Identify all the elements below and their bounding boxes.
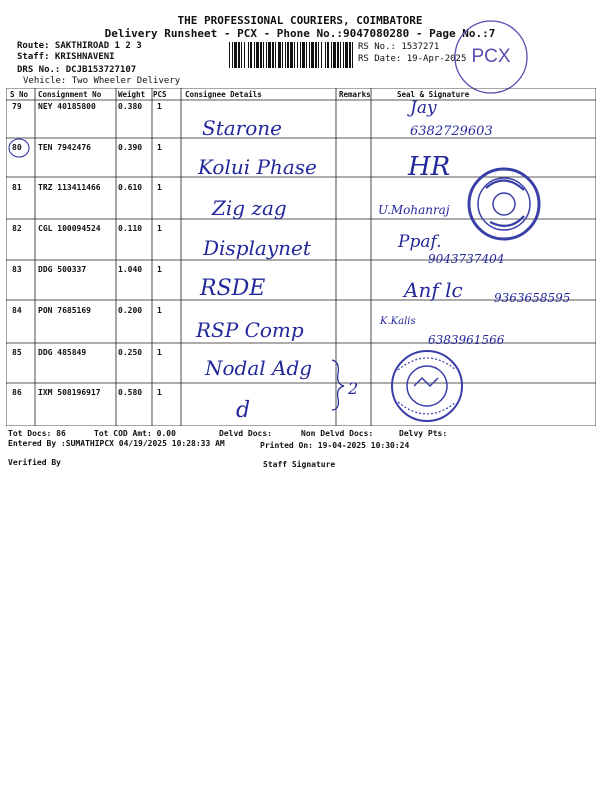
col-header-pcs: PCS bbox=[153, 90, 167, 99]
barcode-bar bbox=[250, 42, 252, 68]
barcode-bar bbox=[349, 42, 351, 68]
row-phone-handwriting: 9363658595 bbox=[494, 291, 571, 305]
row-consignee-handwriting: Zig zag bbox=[212, 196, 287, 220]
barcode-bar bbox=[282, 42, 283, 68]
vehicle-label: Vehicle: Two Wheeler Delivery bbox=[23, 76, 181, 86]
row-signature-handwriting: Anf lc bbox=[404, 278, 463, 302]
row-weight: 0.610 bbox=[118, 183, 143, 192]
barcode-bar bbox=[266, 42, 267, 68]
barcode-bar bbox=[241, 42, 242, 68]
row-pcs: 1 bbox=[157, 348, 162, 357]
row-consignee-handwriting: Kolui Phase bbox=[198, 155, 317, 179]
row-sno: 83 bbox=[12, 265, 22, 274]
staff-label: Staff: KRISHNAVENI bbox=[17, 52, 115, 62]
row-phone-handwriting: 6382729603 bbox=[410, 124, 493, 139]
barcode-bar bbox=[234, 42, 237, 68]
col-header-remarks: Remarks bbox=[339, 90, 371, 99]
row-consignment-no: TRZ 113411466 bbox=[38, 183, 101, 192]
barcode-bar bbox=[306, 42, 307, 68]
row-pcs: 1 bbox=[157, 143, 162, 152]
barcode-bar bbox=[229, 42, 230, 68]
staff-signature: Staff Signature bbox=[263, 460, 336, 469]
entered-by: Entered By :SUMATHIPCX 04/19/2025 10:28:33 AM bbox=[8, 439, 225, 448]
row-consignment-no: DDG 500337 bbox=[38, 265, 87, 274]
row-pcs: 1 bbox=[157, 183, 162, 192]
barcode-bar bbox=[285, 42, 286, 68]
row-signature-handwriting: Ppaf. bbox=[398, 232, 442, 252]
row-consignee-handwriting: Displaynet bbox=[203, 236, 311, 260]
row-signature-handwriting: K.Kalis bbox=[380, 316, 416, 327]
bank-round-stamp bbox=[384, 348, 470, 424]
runsheet-title: Delivery Runsheet - PCX - Phone No.:9047080280 - Page No.:7 bbox=[104, 27, 496, 40]
barcode-bar bbox=[287, 42, 289, 68]
barcode bbox=[229, 42, 353, 68]
row-consignment-no: TEN 7942476 bbox=[38, 143, 91, 152]
barcode-bar bbox=[238, 42, 240, 68]
barcode-bar bbox=[311, 42, 314, 68]
barcode-bar bbox=[345, 42, 348, 68]
barcode-bar bbox=[315, 42, 317, 68]
barcode-bar bbox=[248, 42, 249, 68]
row-pcs: 1 bbox=[157, 265, 162, 274]
row-weight: 1.040 bbox=[118, 265, 143, 274]
total-docs: Tot Docs: 86 bbox=[8, 429, 66, 438]
row-signature-handwriting: HR bbox=[408, 152, 451, 182]
delivered-docs: Delvd Docs: bbox=[219, 429, 272, 438]
barcode-bar bbox=[297, 42, 298, 68]
row-weight: 0.200 bbox=[118, 306, 143, 315]
barcode-bar bbox=[278, 42, 281, 68]
barcode-bar bbox=[352, 42, 353, 68]
non-delivered-docs: Non Delvd Docs: bbox=[301, 429, 374, 438]
verified-by: Verified By bbox=[8, 458, 61, 467]
barcode-bar bbox=[300, 42, 301, 68]
row-circle-mark bbox=[7, 137, 31, 159]
row-consignee-handwriting: d bbox=[236, 398, 251, 423]
printed-on: Printed On: 19-04-2025 10:30:24 bbox=[260, 441, 410, 450]
rs-date: RS Date: 19-Apr-2025 bbox=[358, 54, 467, 64]
barcode-bar bbox=[325, 42, 326, 68]
barcode-bar bbox=[318, 42, 319, 68]
route-label: Route: SAKTHIROAD 1 2 3 bbox=[17, 41, 142, 51]
row-consignment-no: CGL 100094524 bbox=[38, 224, 101, 233]
rs-number: RS No.: 1537271 bbox=[358, 42, 440, 52]
col-header-consignee: Consignee Details bbox=[185, 90, 262, 99]
pcx-circle-stamp bbox=[452, 18, 530, 96]
row-consignment-no: DDG 485849 bbox=[38, 348, 87, 357]
row-consignee-handwriting: RSP Comp bbox=[196, 318, 304, 342]
brace-number: 2 bbox=[348, 379, 359, 398]
row-signature-handwriting: Jay bbox=[410, 98, 437, 118]
col-header-sno: S No bbox=[10, 90, 29, 99]
row-pcs: 1 bbox=[157, 388, 162, 397]
delivery-points: Delvy Pts: bbox=[399, 429, 448, 438]
row-consignment-no: NEY 40185800 bbox=[38, 102, 96, 111]
row-consignment-no: IXM 508196917 bbox=[38, 388, 101, 397]
row-signature-handwriting: U.Mohanraj bbox=[378, 203, 450, 217]
barcode-bar bbox=[256, 42, 259, 68]
company-name: THE PROFESSIONAL COURIERS, COIMBATORE bbox=[177, 14, 423, 27]
col-header-consignment: Consignment No bbox=[38, 90, 102, 99]
barcode-bar bbox=[302, 42, 305, 68]
barcode-bar bbox=[309, 42, 310, 68]
col-header-weight: Weight bbox=[118, 90, 146, 99]
row-consignee-handwriting: RSDE bbox=[200, 276, 266, 301]
barcode-bar bbox=[260, 42, 262, 68]
row-weight: 0.250 bbox=[118, 348, 143, 357]
barcode-bar bbox=[272, 42, 274, 68]
row-sno: 82 bbox=[12, 224, 22, 233]
company-round-stamp bbox=[466, 166, 542, 242]
row-consignee-handwriting: Starone bbox=[202, 116, 282, 140]
barcode-bar bbox=[327, 42, 329, 68]
barcode-bar bbox=[275, 42, 276, 68]
barcode-bar bbox=[343, 42, 344, 68]
barcode-bar bbox=[263, 42, 264, 68]
row-consignment-no: PON 7685169 bbox=[38, 306, 91, 315]
row-weight: 0.380 bbox=[118, 102, 143, 111]
barcode-bar bbox=[333, 42, 336, 68]
row-sno: 79 bbox=[12, 102, 22, 111]
col-header-seal-signature: Seal & Signature bbox=[397, 90, 470, 99]
barcode-bar bbox=[232, 42, 233, 68]
drs-label: DRS No.: DCJB153727107 bbox=[17, 65, 137, 75]
row-pcs: 1 bbox=[157, 224, 162, 233]
barcode-bar bbox=[321, 42, 322, 68]
row-sno: 84 bbox=[12, 306, 22, 315]
barcode-bar bbox=[340, 42, 341, 68]
barcode-bar bbox=[290, 42, 293, 68]
row-phone-handwriting: 6383961566 bbox=[428, 333, 505, 347]
barcode-bar bbox=[268, 42, 271, 68]
barcode-bar bbox=[254, 42, 255, 68]
row-weight: 0.580 bbox=[118, 388, 143, 397]
row-sno: 80 bbox=[12, 143, 22, 152]
row-consignee-handwriting: Nodal Adg bbox=[205, 356, 313, 380]
row-pcs: 1 bbox=[157, 306, 162, 315]
barcode-bar bbox=[294, 42, 295, 68]
barcode-bar bbox=[337, 42, 339, 68]
row-sno: 85 bbox=[12, 348, 22, 357]
row-sno: 81 bbox=[12, 183, 22, 192]
total-cod-amount: Tot COD Amt: 0.00 bbox=[94, 429, 176, 438]
pcx-stamp-text: PCX bbox=[471, 46, 511, 67]
row-phone-handwriting: 9043737404 bbox=[428, 252, 505, 266]
row-sno: 86 bbox=[12, 388, 22, 397]
row-pcs: 1 bbox=[157, 102, 162, 111]
barcode-bar bbox=[244, 42, 245, 68]
barcode-bar bbox=[331, 42, 332, 68]
row-weight: 0.390 bbox=[118, 143, 143, 152]
row-weight: 0.110 bbox=[118, 224, 143, 233]
brace-mark bbox=[326, 358, 366, 412]
